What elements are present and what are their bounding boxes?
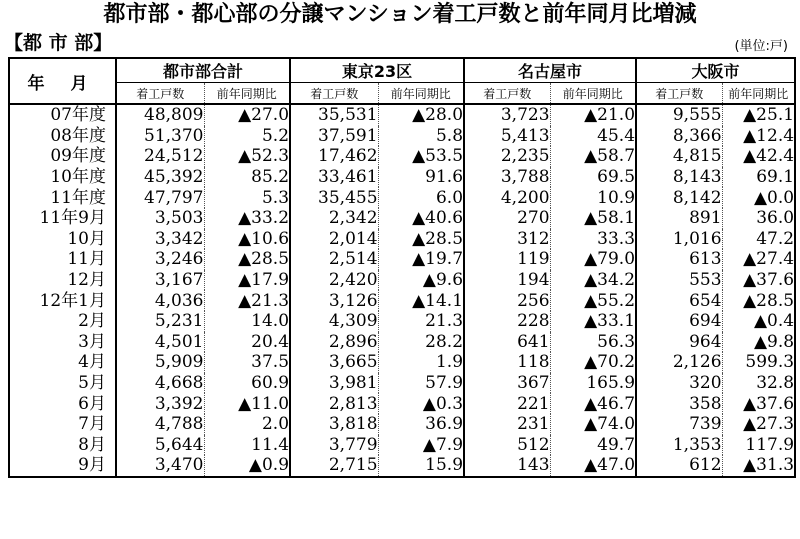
subheader-yoy: 前年同期比 [550, 83, 636, 105]
starts-cell: 358 [636, 393, 722, 414]
table-row [9, 414, 795, 435]
subheader-starts: 着工戸数 [636, 83, 722, 105]
row-label: 12月 [67, 270, 106, 291]
yoy-cell: 36.9 [378, 414, 464, 435]
row-label: 5月 [78, 373, 106, 394]
starts-cell: 1,016 [636, 229, 722, 250]
yoy-cell: ▲58.7 [550, 146, 636, 167]
yoy-cell: ▲37.6 [722, 393, 795, 414]
starts-cell: 35,455 [290, 187, 378, 208]
yoy-cell: 91.6 [378, 167, 464, 188]
yoy-cell: 69.5 [550, 167, 636, 188]
starts-cell: 1,353 [636, 435, 722, 456]
table-row [9, 332, 795, 353]
starts-cell: 694 [636, 311, 722, 332]
starts-cell: 5,644 [116, 435, 204, 456]
yoy-cell: ▲27.4 [722, 249, 795, 270]
yoy-cell: 5.3 [204, 187, 290, 208]
table-row [9, 393, 795, 414]
page-title: 都市部・都心部の分譲マンション着工戸数と前年同月比増減 [103, 2, 697, 27]
yoy-cell: ▲0.3 [378, 393, 464, 414]
yoy-cell: ▲70.2 [550, 352, 636, 373]
starts-cell: 33,461 [290, 167, 378, 188]
yoy-cell: 85.2 [204, 167, 290, 188]
starts-cell: 48,809 [116, 104, 204, 126]
table-row [9, 187, 795, 208]
row-label: 3月 [78, 331, 106, 352]
starts-cell: 270 [464, 208, 550, 229]
yoy-cell: 5.8 [378, 126, 464, 147]
starts-cell: 37,591 [290, 126, 378, 147]
yoy-cell: ▲28.5 [204, 249, 290, 270]
yoy-cell: 14.0 [204, 311, 290, 332]
starts-cell: 512 [464, 435, 550, 456]
yoy-cell: 49.7 [550, 435, 636, 456]
starts-cell: 3,665 [290, 352, 378, 373]
row-label: 07年度 [50, 105, 106, 126]
yoy-cell: ▲31.3 [722, 455, 795, 477]
row-label: 11月 [67, 249, 106, 270]
table-row [9, 373, 795, 394]
yoy-cell: ▲7.9 [378, 435, 464, 456]
yoy-cell: 21.3 [378, 311, 464, 332]
yoy-cell: ▲0.9 [204, 455, 290, 477]
starts-cell: 654 [636, 290, 722, 311]
condo-starts-table [8, 57, 796, 478]
yoy-cell: ▲34.2 [550, 270, 636, 291]
yoy-cell: ▲0.4 [722, 311, 795, 332]
yoy-cell: 2.0 [204, 414, 290, 435]
yoy-cell: ▲40.6 [378, 208, 464, 229]
row-label: 8月 [78, 434, 106, 455]
subheader-yoy: 前年同期比 [722, 83, 795, 105]
yoy-cell: ▲14.1 [378, 290, 464, 311]
table-row [9, 208, 795, 229]
yoy-cell: 60.9 [204, 373, 290, 394]
table-row [9, 455, 795, 477]
starts-cell: 143 [464, 455, 550, 477]
yoy-cell: ▲37.6 [722, 270, 795, 291]
yoy-cell: 32.8 [722, 373, 795, 394]
starts-cell: 3,470 [116, 455, 204, 477]
row-label: 12年1月 [39, 290, 106, 311]
yoy-cell: ▲33.2 [204, 208, 290, 229]
yoy-cell: ▲21.3 [204, 290, 290, 311]
yoy-cell: 37.5 [204, 352, 290, 373]
yoy-cell: 5.2 [204, 126, 290, 147]
yoy-cell: ▲47.0 [550, 455, 636, 477]
table-row [9, 126, 795, 147]
group-header-nagoya: 名古屋市 [464, 58, 636, 83]
starts-cell: 228 [464, 311, 550, 332]
yoy-cell: ▲53.5 [378, 146, 464, 167]
row-label: 7月 [78, 414, 106, 435]
starts-cell: 3,126 [290, 290, 378, 311]
yoy-cell: 57.9 [378, 373, 464, 394]
starts-cell: 118 [464, 352, 550, 373]
table-row [9, 270, 795, 291]
group-header-osaka: 大阪市 [636, 58, 795, 83]
row-label: 10年度 [50, 167, 106, 188]
starts-cell: 2,235 [464, 146, 550, 167]
yoy-cell: ▲28.0 [378, 104, 464, 126]
starts-cell: 4,501 [116, 332, 204, 353]
yoy-cell: ▲42.4 [722, 146, 795, 167]
subheader-starts: 着工戸数 [464, 83, 550, 105]
row-header-year-month: 年 月 [9, 58, 116, 104]
starts-cell: 4,788 [116, 414, 204, 435]
starts-cell: 3,723 [464, 104, 550, 126]
starts-cell: 17,462 [290, 146, 378, 167]
starts-cell: 4,815 [636, 146, 722, 167]
yoy-cell: ▲28.5 [722, 290, 795, 311]
table-row [9, 311, 795, 332]
row-label: 10月 [67, 228, 106, 249]
yoy-cell: 599.3 [722, 352, 795, 373]
starts-cell: 2,715 [290, 455, 378, 477]
row-label: 9月 [78, 455, 106, 476]
yoy-cell: ▲11.0 [204, 393, 290, 414]
starts-cell: 194 [464, 270, 550, 291]
row-label: 2月 [78, 311, 106, 332]
row-label: 09年度 [50, 146, 106, 167]
yoy-cell: ▲9.6 [378, 270, 464, 291]
yoy-cell: ▲28.5 [378, 229, 464, 250]
starts-cell: 3,342 [116, 229, 204, 250]
starts-cell: 119 [464, 249, 550, 270]
starts-cell: 9,555 [636, 104, 722, 126]
section-label: 【都 市 部】 [4, 32, 113, 54]
starts-cell: 3,503 [116, 208, 204, 229]
starts-cell: 4,668 [116, 373, 204, 394]
starts-cell: 8,142 [636, 187, 722, 208]
starts-cell: 2,813 [290, 393, 378, 414]
yoy-cell: ▲9.8 [722, 332, 795, 353]
starts-cell: 739 [636, 414, 722, 435]
starts-cell: 3,246 [116, 249, 204, 270]
yoy-cell: ▲12.4 [722, 126, 795, 147]
yoy-cell: 20.4 [204, 332, 290, 353]
yoy-cell: 45.4 [550, 126, 636, 147]
yoy-cell: ▲19.7 [378, 249, 464, 270]
group-header-tokyo-23: 東京23区 [290, 58, 464, 83]
starts-cell: 35,531 [290, 104, 378, 126]
yoy-cell: ▲10.6 [204, 229, 290, 250]
row-label: 6月 [78, 393, 106, 414]
starts-cell: 47,797 [116, 187, 204, 208]
starts-cell: 320 [636, 373, 722, 394]
table-row [9, 352, 795, 373]
starts-cell: 2,014 [290, 229, 378, 250]
table-row [9, 435, 795, 456]
yoy-cell: 117.9 [722, 435, 795, 456]
yoy-cell: ▲33.1 [550, 311, 636, 332]
starts-cell: 2,126 [636, 352, 722, 373]
table-row [9, 229, 795, 250]
starts-cell: 2,342 [290, 208, 378, 229]
yoy-cell: 69.1 [722, 167, 795, 188]
starts-cell: 553 [636, 270, 722, 291]
row-label: 11年度 [50, 187, 106, 208]
table-row [9, 249, 795, 270]
yoy-cell: 56.3 [550, 332, 636, 353]
starts-cell: 3,392 [116, 393, 204, 414]
starts-cell: 2,896 [290, 332, 378, 353]
row-label: 4月 [78, 352, 106, 373]
starts-cell: 891 [636, 208, 722, 229]
table-body [9, 104, 795, 477]
row-label: 08年度 [50, 125, 106, 146]
table-row [9, 167, 795, 188]
table-row [9, 290, 795, 311]
starts-cell: 24,512 [116, 146, 204, 167]
starts-cell: 964 [636, 332, 722, 353]
group-header-urban-total: 都市部合計 [116, 58, 290, 83]
yoy-cell: ▲52.3 [204, 146, 290, 167]
yoy-cell: ▲46.7 [550, 393, 636, 414]
starts-cell: 8,366 [636, 126, 722, 147]
yoy-cell: ▲17.9 [204, 270, 290, 291]
starts-cell: 45,392 [116, 167, 204, 188]
starts-cell: 3,788 [464, 167, 550, 188]
yoy-cell: 36.0 [722, 208, 795, 229]
yoy-cell: 11.4 [204, 435, 290, 456]
starts-cell: 5,909 [116, 352, 204, 373]
starts-cell: 5,231 [116, 311, 204, 332]
starts-cell: 3,779 [290, 435, 378, 456]
subheader-yoy: 前年同期比 [378, 83, 464, 105]
starts-cell: 4,036 [116, 290, 204, 311]
starts-cell: 2,514 [290, 249, 378, 270]
yoy-cell: ▲27.0 [204, 104, 290, 126]
yoy-cell: ▲74.0 [550, 414, 636, 435]
unit-label: (単位:戸) [734, 39, 788, 54]
starts-cell: 4,200 [464, 187, 550, 208]
starts-cell: 51,370 [116, 126, 204, 147]
starts-cell: 256 [464, 290, 550, 311]
yoy-cell: 28.2 [378, 332, 464, 353]
table-row [9, 104, 795, 126]
yoy-cell: 165.9 [550, 373, 636, 394]
starts-cell: 3,981 [290, 373, 378, 394]
starts-cell: 3,818 [290, 414, 378, 435]
starts-cell: 8,143 [636, 167, 722, 188]
yoy-cell: ▲58.1 [550, 208, 636, 229]
subheader-starts: 着工戸数 [116, 83, 204, 105]
starts-cell: 3,167 [116, 270, 204, 291]
yoy-cell: ▲55.2 [550, 290, 636, 311]
yoy-cell: 33.3 [550, 229, 636, 250]
starts-cell: 367 [464, 373, 550, 394]
starts-cell: 5,413 [464, 126, 550, 147]
starts-cell: 2,420 [290, 270, 378, 291]
starts-cell: 231 [464, 414, 550, 435]
row-label: 11年9月 [39, 208, 106, 229]
starts-cell: 612 [636, 455, 722, 477]
yoy-cell: 10.9 [550, 187, 636, 208]
yoy-cell: ▲21.0 [550, 104, 636, 126]
yoy-cell: ▲27.3 [722, 414, 795, 435]
subheader-starts: 着工戸数 [290, 83, 378, 105]
table-row [9, 146, 795, 167]
yoy-cell: 1.9 [378, 352, 464, 373]
starts-cell: 4,309 [290, 311, 378, 332]
yoy-cell: 15.9 [378, 455, 464, 477]
yoy-cell: 47.2 [722, 229, 795, 250]
yoy-cell: ▲0.0 [722, 187, 795, 208]
starts-cell: 312 [464, 229, 550, 250]
yoy-cell: ▲79.0 [550, 249, 636, 270]
starts-cell: 613 [636, 249, 722, 270]
starts-cell: 221 [464, 393, 550, 414]
yoy-cell: 6.0 [378, 187, 464, 208]
yoy-cell: ▲25.1 [722, 104, 795, 126]
subheader-yoy: 前年同期比 [204, 83, 290, 105]
starts-cell: 641 [464, 332, 550, 353]
